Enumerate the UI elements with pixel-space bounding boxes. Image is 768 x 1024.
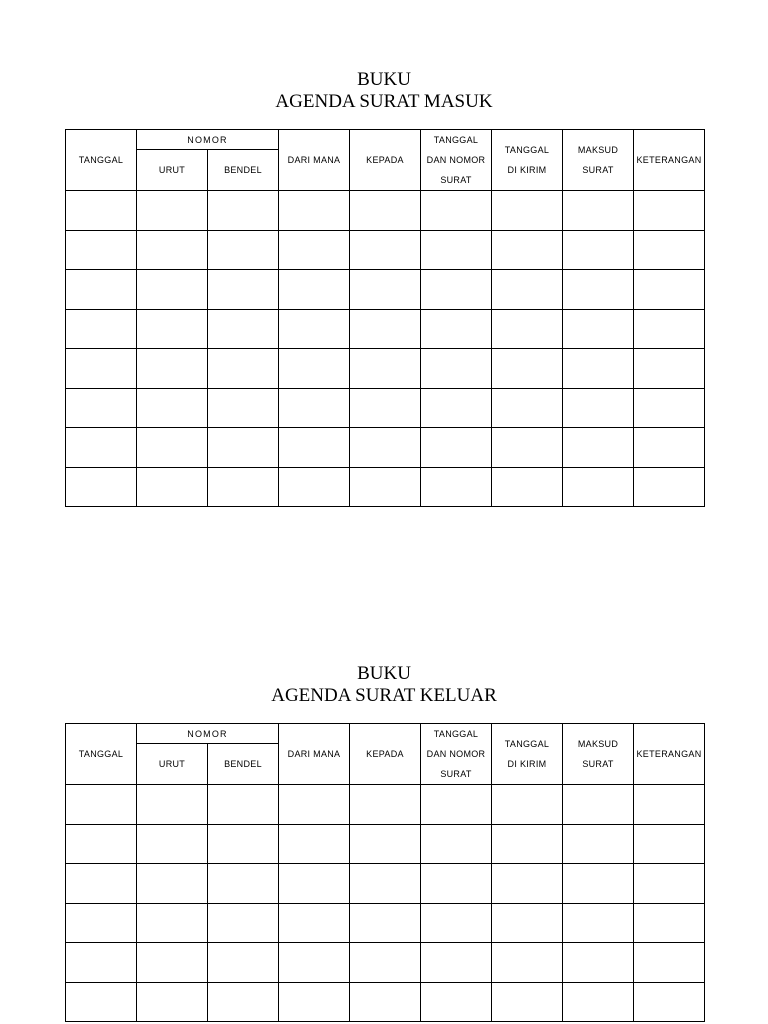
table-cell [350, 903, 421, 943]
table-cell [208, 349, 279, 389]
table-cell [421, 191, 492, 231]
table-cell [66, 230, 137, 270]
table-cell [66, 903, 137, 943]
header-keterangan: KETERANGAN [634, 130, 705, 191]
header-text: TANGGAL [433, 729, 479, 739]
table-cell [350, 428, 421, 468]
header-tanggal: TANGGAL [66, 130, 137, 191]
table-cell [279, 824, 350, 864]
title-line-1: BUKU [357, 663, 411, 684]
header-maksud-surat [563, 724, 634, 785]
table-cell [492, 785, 563, 825]
table-cell [421, 428, 492, 468]
table-cell [350, 864, 421, 904]
table-cell [208, 903, 279, 943]
table-cell [563, 309, 634, 349]
header-tanggal-dikirim [492, 724, 563, 785]
table-cell [492, 309, 563, 349]
title-line-1: BUKU [357, 69, 411, 90]
header-text: SURAT [582, 759, 614, 769]
table-cell [279, 467, 350, 507]
header-tanggal-nomor-surat [421, 130, 492, 191]
table-cell [137, 349, 208, 389]
header-row [66, 130, 705, 150]
table-cell [563, 388, 634, 428]
table-cell [421, 467, 492, 507]
table-cell [279, 982, 350, 1022]
header-text: TANGGAL [504, 145, 550, 155]
header-urut: URUT [137, 150, 208, 191]
header-text: TANGGAL [433, 135, 479, 145]
table-cell [563, 785, 634, 825]
header-text: SURAT [440, 769, 472, 779]
table-cell [634, 270, 705, 310]
header-text: MAKSUD [577, 145, 619, 155]
header-bendel: BENDEL [208, 744, 279, 785]
table-cell [137, 230, 208, 270]
table-cell [492, 903, 563, 943]
table-cell [208, 428, 279, 468]
table-cell [634, 467, 705, 507]
header-kepada: KEPADA [350, 724, 421, 785]
table-cell [350, 309, 421, 349]
table-cell [634, 230, 705, 270]
table-cell [563, 191, 634, 231]
table-cell [634, 943, 705, 983]
header-nomor: NOMOR [137, 130, 279, 150]
table-cell [66, 309, 137, 349]
table-row [66, 864, 705, 904]
table-row [66, 824, 705, 864]
table-cell [137, 428, 208, 468]
table-cell [208, 982, 279, 1022]
table-cell [492, 943, 563, 983]
table-cell [634, 191, 705, 231]
table-cell [350, 467, 421, 507]
table-row [66, 309, 705, 349]
header-bendel: BENDEL [208, 150, 279, 191]
table-cell [137, 467, 208, 507]
header-text: DI KIRIM [507, 759, 547, 769]
table-cell [137, 309, 208, 349]
table-cell [66, 349, 137, 389]
table-cell [279, 191, 350, 231]
header-tanggal: TANGGAL [66, 724, 137, 785]
table-cell [279, 309, 350, 349]
table-cell [492, 864, 563, 904]
table-cell [208, 824, 279, 864]
table-row [66, 785, 705, 825]
table-cell [563, 943, 634, 983]
table-cell [137, 943, 208, 983]
table-cell [492, 428, 563, 468]
table-cell [66, 785, 137, 825]
table-cell [66, 270, 137, 310]
table-row [66, 349, 705, 389]
table-cell [634, 903, 705, 943]
table-cell [421, 864, 492, 904]
table-cell [66, 943, 137, 983]
table-cell [279, 230, 350, 270]
table-row [66, 428, 705, 468]
table-cell [279, 349, 350, 389]
table-cell [563, 824, 634, 864]
table-cell [350, 824, 421, 864]
table-cell [279, 388, 350, 428]
table-cell [66, 982, 137, 1022]
table-cell [563, 349, 634, 389]
table-cell [421, 785, 492, 825]
table-cell [634, 428, 705, 468]
table-cell [350, 270, 421, 310]
header-text: SURAT [582, 165, 614, 175]
table-cell [279, 903, 350, 943]
table-cell [350, 230, 421, 270]
table-cell [350, 388, 421, 428]
table-row [66, 191, 705, 231]
table-cell [137, 785, 208, 825]
table-cell [66, 824, 137, 864]
header-urut: URUT [137, 744, 208, 785]
table-cell [492, 982, 563, 1022]
table-cell [563, 270, 634, 310]
table-cell [421, 982, 492, 1022]
table-cell [634, 388, 705, 428]
table-row [66, 230, 705, 270]
table-cell [279, 785, 350, 825]
header-dari-mana: DARI MANA [279, 724, 350, 785]
table-cell [350, 943, 421, 983]
header-text: DI KIRIM [507, 165, 547, 175]
table-cell [137, 864, 208, 904]
header-row [66, 724, 705, 744]
header-nomor: NOMOR [137, 724, 279, 744]
table-cell [137, 191, 208, 231]
table-row [66, 903, 705, 943]
table-cell [208, 388, 279, 428]
table-cell [208, 230, 279, 270]
header-text: MAKSUD [577, 739, 619, 749]
header-keterangan: KETERANGAN [634, 724, 705, 785]
table-cell [350, 785, 421, 825]
table-row [66, 467, 705, 507]
title-surat-masuk [0, 69, 768, 113]
header-text: TANGGAL [504, 739, 550, 749]
table-cell [421, 230, 492, 270]
table-row [66, 270, 705, 310]
table-cell [350, 191, 421, 231]
table-cell [563, 467, 634, 507]
table-cell [208, 309, 279, 349]
title-line-2: AGENDA SURAT KELUAR [271, 685, 497, 706]
table-cell [421, 903, 492, 943]
table-cell [208, 467, 279, 507]
table-cell [563, 428, 634, 468]
table-cell [634, 824, 705, 864]
table-cell [421, 388, 492, 428]
table-cell [279, 864, 350, 904]
header-tanggal-nomor-surat [421, 724, 492, 785]
table-cell [421, 824, 492, 864]
table-cell [137, 903, 208, 943]
table-cell [66, 388, 137, 428]
header-text: DAN NOMOR [426, 155, 486, 165]
table-cell [279, 270, 350, 310]
table-cell [208, 943, 279, 983]
table-cell [137, 982, 208, 1022]
header-text: DAN NOMOR [426, 749, 486, 759]
table-cell [421, 943, 492, 983]
header-kepada: KEPADA [350, 130, 421, 191]
table-cell [492, 270, 563, 310]
table-cell [279, 943, 350, 983]
table-cell [66, 864, 137, 904]
table-cell [563, 864, 634, 904]
table-cell [208, 270, 279, 310]
table-row [66, 943, 705, 983]
table-cell [350, 982, 421, 1022]
table-cell [421, 309, 492, 349]
table-cell [563, 982, 634, 1022]
table-cell [137, 270, 208, 310]
table-surat-masuk [65, 129, 705, 507]
header-tanggal-dikirim [492, 130, 563, 191]
table-surat-keluar [65, 723, 705, 1022]
table-cell [279, 428, 350, 468]
table-cell [421, 270, 492, 310]
table-cell [208, 785, 279, 825]
table-cell [137, 824, 208, 864]
table-cell [634, 864, 705, 904]
table-cell [492, 349, 563, 389]
table-cell [492, 191, 563, 231]
title-line-2: AGENDA SURAT MASUK [275, 91, 493, 112]
table-cell [634, 785, 705, 825]
table-cell [421, 349, 492, 389]
table-cell [208, 864, 279, 904]
table-cell [563, 230, 634, 270]
table-row [66, 388, 705, 428]
table-cell [634, 309, 705, 349]
header-maksud-surat [563, 130, 634, 191]
table-cell [492, 388, 563, 428]
header-dari-mana: DARI MANA [279, 130, 350, 191]
table-cell [634, 349, 705, 389]
table-row [66, 982, 705, 1022]
table-cell [634, 982, 705, 1022]
table-cell [492, 824, 563, 864]
table-cell [137, 388, 208, 428]
table-cell [492, 467, 563, 507]
table-cell [66, 467, 137, 507]
table-cell [66, 191, 137, 231]
table-cell [350, 349, 421, 389]
table-cell [66, 428, 137, 468]
header-text: SURAT [440, 175, 472, 185]
title-surat-keluar [0, 663, 768, 707]
table-cell [492, 230, 563, 270]
table-cell [208, 191, 279, 231]
table-cell [563, 903, 634, 943]
